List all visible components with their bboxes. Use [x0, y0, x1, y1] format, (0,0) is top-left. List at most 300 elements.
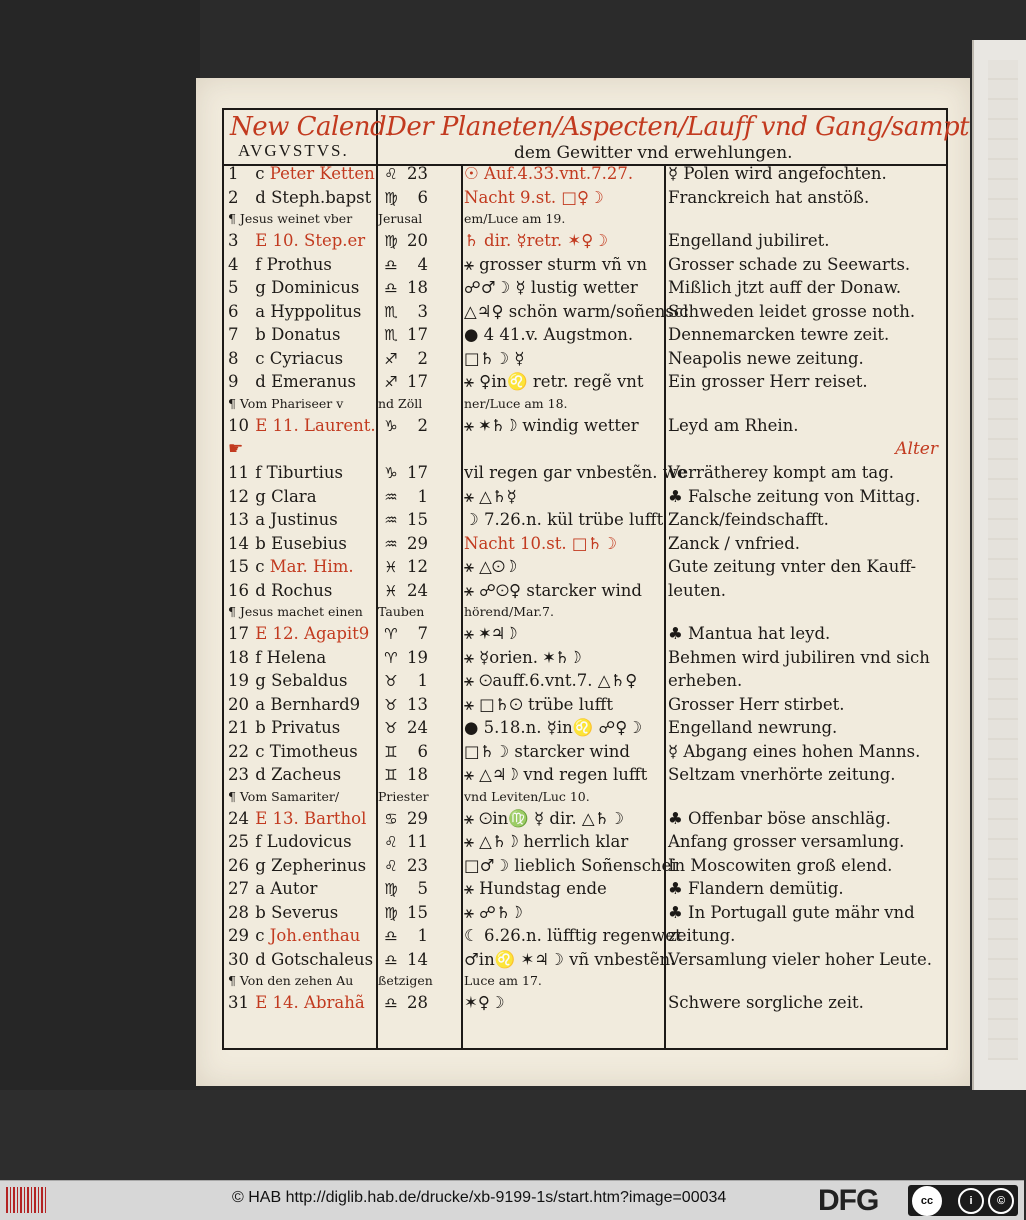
day-cell [228, 302, 372, 321]
prognosis-text: In Moscowiten groß elend. [668, 855, 893, 875]
title-right: Der Planeten/Aspecten/Lauff vnd Gang/sampt [386, 112, 970, 142]
aspect-text: ⚹ Hundstag ende [464, 879, 607, 898]
prognosis-text: Neapolis newe zeitung. [668, 348, 864, 368]
aspect-text: ⚹ ♀in♌ retr. regẽ vnt [464, 372, 644, 391]
aspect-text: ♂in♌ ✶♃☽ vñ vnbestẽn. [464, 949, 676, 969]
aspect-cell [464, 188, 660, 207]
aspect-text: □♄☽ starcker wind [464, 741, 630, 761]
day-row [222, 487, 944, 511]
aspect-cell [464, 903, 660, 923]
saint-name: Gotschaleus [271, 949, 374, 969]
degree-value: 3 [417, 301, 428, 321]
dominical-letter: g [255, 671, 266, 690]
prognosis-text: Gute zeitung vnter den Kauff- [668, 557, 917, 576]
prognosis-cell [668, 487, 942, 506]
day-number: 21 [228, 718, 249, 737]
degree-value: 14 [407, 949, 428, 969]
zodiac-cell [378, 993, 458, 1012]
zodiac-sign-icon: ♒ [384, 487, 398, 506]
day-row [222, 695, 944, 719]
degree-value: 20 [407, 231, 428, 250]
cc-license-badge[interactable] [908, 1185, 1018, 1216]
prognosis-text: Verrätherey kompt am tag. [668, 463, 895, 482]
zodiac-cell [378, 950, 458, 969]
saint-name: Cyriacus [269, 348, 344, 368]
dominical-letter: f [255, 647, 262, 667]
prognosis-text: Dennemarcken tewre zeit. [668, 325, 890, 344]
day-cell [228, 255, 372, 274]
prognosis-text: Anfang grosser versamlung. [668, 832, 905, 851]
aspect-text: ✶♀☽ [464, 993, 505, 1012]
day-row [222, 325, 944, 349]
zodiac-cell [378, 487, 458, 506]
day-number: 23 [228, 765, 249, 784]
saint-name: E 11. Laurent. [255, 415, 376, 435]
aspect-cell [464, 231, 660, 250]
degree-value: 7 [417, 624, 428, 643]
day-row [222, 349, 944, 373]
zodiac-cell [378, 695, 458, 714]
saint-name: Hyppolitus [270, 301, 362, 321]
dominical-letter: d [255, 765, 266, 784]
day-number: 18 [228, 647, 249, 667]
degree-value: 12 [407, 557, 428, 576]
degree-value: 29 [407, 808, 428, 828]
day-cell [228, 742, 372, 761]
note-text-2: Jerusal [378, 211, 423, 226]
day-cell [228, 648, 372, 667]
saint-name: Justinus [270, 510, 338, 529]
zodiac-sign-icon: ♐ [384, 373, 398, 391]
aspect-cell [464, 510, 664, 529]
prognosis-text: Schwere sorgliche zeit. [668, 993, 864, 1012]
prognosis-text: leuten. [668, 580, 726, 600]
zodiac-cell [378, 809, 458, 828]
note-text-2: Priester [378, 788, 429, 804]
zodiac-cell [378, 188, 458, 207]
dominical-letter: f [255, 463, 262, 482]
note-text-1: ¶ Von den zehen Au [228, 973, 354, 988]
day-number: 20 [228, 694, 249, 714]
prognosis-cell [668, 809, 942, 828]
gospel-note-row [222, 604, 944, 624]
day-number: 11 [228, 463, 249, 482]
day-number: 28 [228, 902, 249, 922]
prognosis-cell [668, 302, 942, 321]
day-row [222, 926, 944, 950]
zodiac-sign-icon: ♍ [384, 903, 398, 922]
prognosis-text: erheben. [668, 671, 743, 690]
aspect-text: ⚹ △♃☽ vnd regen lufft [464, 765, 648, 784]
copyright-link[interactable]: © HAB http://diglib.hab.de/drucke/xb-9199-1s/start.htm?image=00034 [232, 1189, 727, 1206]
zodiac-cell [378, 903, 458, 922]
day-cell [228, 809, 372, 828]
day-number: 24 [228, 808, 249, 828]
alter-row [222, 439, 944, 463]
aspect-cell [464, 164, 660, 183]
zodiac-sign-icon: ♉ [384, 695, 398, 714]
day-number: 27 [228, 879, 249, 898]
zodiac-sign-icon: ♓ [384, 558, 398, 576]
saint-name: Dominicus [271, 278, 360, 297]
weather-mark-icon: ♣ [668, 879, 683, 898]
aspect-text: vil regen gar vnbestẽn. we [464, 463, 687, 482]
weather-mark-icon: ♣ [668, 902, 683, 922]
prognosis-text: Offenbar böse anschläg. [688, 808, 891, 828]
aspect-text: ⚹ ☍☉♀ starcker wind [464, 580, 642, 600]
degree-value: 11 [407, 832, 428, 851]
day-cell [228, 718, 372, 737]
prognosis-cell [668, 624, 942, 643]
aspect-cell [464, 926, 682, 945]
zodiac-cell [378, 671, 458, 690]
saint-name: Helena [266, 647, 327, 667]
prognosis-cell [668, 534, 942, 553]
saint-name: Tiburtius [266, 463, 343, 482]
by-icon: i [958, 1188, 984, 1214]
dominical-letter: d [255, 372, 266, 391]
day-number: 8 [228, 348, 239, 368]
dominical-letter: a [255, 301, 266, 321]
day-cell [228, 765, 372, 784]
degree-value: 24 [407, 718, 428, 737]
day-row [222, 302, 944, 326]
note-text-1: ¶ Jesus machet einen [228, 604, 363, 619]
day-cell [228, 903, 372, 922]
day-cell [228, 993, 372, 1012]
day-cell [228, 188, 372, 207]
prognosis-cell [668, 718, 942, 737]
zodiac-sign-icon: ♈ [384, 625, 398, 643]
degree-value: 6 [417, 741, 428, 761]
alter-label: Alter [895, 439, 938, 459]
prognosis-cell [668, 903, 942, 922]
scan-background-left [0, 0, 200, 1180]
aspect-cell [464, 416, 660, 436]
day-cell [228, 349, 372, 368]
degree-value: 19 [407, 647, 428, 667]
day-number: 6 [228, 301, 239, 321]
note-text-3: Luce am 17. [464, 973, 542, 988]
calendar-page [196, 78, 970, 1086]
degree-value: 4 [417, 254, 428, 274]
day-number: 5 [228, 278, 239, 297]
day-number: 16 [228, 580, 249, 600]
weather-mark-icon: ♣ [668, 486, 683, 506]
zodiac-sign-icon: ♊ [384, 742, 398, 761]
prognosis-text: Abgang eines hohen Manns. [683, 741, 921, 761]
day-cell [228, 415, 376, 435]
day-row [222, 993, 944, 1017]
aspect-text: □♄☽ ☿ [464, 348, 525, 368]
dominical-letter: b [255, 902, 266, 922]
aspect-text: ⚹ □♄☉ trübe lufft [464, 694, 613, 714]
prognosis-cell [668, 648, 942, 667]
dominical-letter: c [255, 926, 265, 945]
aspect-text: ● 4 41.v. Augstmon. [464, 325, 634, 344]
dominical-letter: b [255, 533, 266, 553]
aspect-cell [464, 349, 660, 368]
degree-value: 2 [417, 415, 428, 435]
note-text-3: hörend/Mar.7. [464, 604, 554, 619]
day-number: 15 [228, 557, 249, 576]
aspect-text: ☉ Auf.4.33.vnt.7.27. [464, 164, 634, 183]
day-cell [228, 856, 372, 875]
dominical-letter: b [255, 325, 266, 344]
day-number: 4 [228, 254, 239, 274]
zodiac-cell [378, 510, 458, 529]
aspect-cell [464, 832, 660, 852]
day-row [222, 648, 944, 672]
aspect-cell [464, 624, 660, 644]
day-row [222, 534, 944, 558]
gospel-note-row [222, 396, 944, 416]
day-row [222, 624, 944, 648]
zodiac-cell [378, 879, 458, 898]
prognosis-text: Grosser Herr stirbet. [668, 694, 845, 714]
day-number: 22 [228, 741, 249, 761]
aspect-cell [464, 463, 687, 482]
zodiac-sign-icon: ♍ [384, 232, 398, 250]
footer-bar [0, 1180, 1024, 1220]
day-cell [228, 557, 372, 576]
prognosis-text: Seltzam vnerhörte zeitung. [668, 765, 896, 784]
day-cell [228, 695, 372, 714]
saint-name: Clara [271, 486, 317, 506]
saint-name: E 13. Barthol [255, 808, 367, 828]
zodiac-cell [378, 926, 458, 945]
saint-name: Mar. Him. [269, 557, 354, 576]
degree-value: 23 [407, 164, 428, 183]
note-text-3: vnd Leviten/Luc 10. [464, 788, 590, 804]
note-text-3: em/Luce am 19. [464, 211, 566, 226]
saint-name: Emeranus [271, 372, 356, 391]
zodiac-cell [378, 255, 458, 274]
weather-mark-icon: ♣ [668, 808, 683, 828]
aspect-text: ⚹ grosser sturm vñ vn [464, 254, 648, 274]
day-number: 1 [228, 164, 239, 183]
degree-value: 15 [407, 510, 428, 529]
day-row [222, 188, 944, 212]
aspect-cell [464, 325, 660, 344]
day-cell [228, 164, 375, 183]
aspect-text: ⚹ ☉auff.6.vnt.7. △♄♀ [464, 671, 638, 690]
dominical-letter: a [255, 879, 266, 898]
zodiac-cell [378, 648, 458, 667]
zodiac-cell [378, 416, 458, 435]
aspect-cell [464, 557, 660, 577]
saint-name: E 12. Agapit9 [255, 624, 370, 643]
zodiac-sign-icon: ♈ [384, 648, 398, 667]
prognosis-text: Grosser schade zu Seewarts. [668, 254, 911, 274]
aspect-text: △♃♀ schön warm/soñenscl [464, 301, 689, 321]
zodiac-cell [378, 534, 458, 553]
zodiac-sign-icon: ♒ [384, 534, 398, 553]
zodiac-sign-icon: ♎ [384, 950, 398, 969]
zodiac-sign-icon: ♏ [384, 302, 398, 321]
saint-name: Sebaldus [271, 671, 348, 690]
zodiac-cell [378, 718, 458, 737]
day-cell [228, 231, 372, 250]
aspect-cell [464, 278, 660, 297]
aspect-text: ☾ 6.26.n. lüfftig regenwet [464, 926, 682, 945]
zodiac-cell [378, 557, 458, 576]
day-row [222, 581, 944, 605]
gospel-note-row [222, 211, 944, 231]
zodiac-sign-icon: ♏ [384, 326, 398, 344]
dominical-letter: c [255, 557, 265, 576]
zodiac-cell [378, 372, 458, 391]
saint-name: Zacheus [271, 765, 342, 784]
day-number: 25 [228, 832, 249, 851]
zodiac-cell [378, 624, 458, 643]
zodiac-sign-icon: ♋ [384, 809, 398, 828]
aspect-text: □♂☽ lieblich Soñenschei [464, 855, 677, 875]
aspect-cell [464, 742, 660, 761]
prognosis-text: Versamlung vieler hoher Leute. [668, 949, 932, 969]
prognosis-text: Schweden leidet grosse noth. [668, 301, 916, 321]
cc-icon: cc [912, 1186, 942, 1216]
day-row [222, 278, 944, 302]
aspect-text: ☽ 7.26.n. kül trübe lufft [464, 510, 664, 529]
dominical-letter: f [255, 254, 262, 274]
zodiac-sign-icon: ♎ [384, 279, 398, 297]
saint-name: Eusebius [271, 533, 347, 553]
degree-value: 24 [407, 580, 428, 600]
prognosis-cell [668, 372, 942, 391]
degree-value: 5 [417, 879, 428, 898]
prognosis-cell [668, 993, 942, 1012]
saint-name: Ludovicus [266, 832, 352, 851]
saint-name: E 10. Step.er [255, 231, 366, 250]
note-text-2: nd Zöll [378, 395, 423, 411]
zodiac-cell [378, 349, 458, 368]
prognosis-cell [668, 416, 942, 435]
prognosis-cell [668, 671, 942, 690]
day-row [222, 372, 944, 396]
degree-value: 1 [417, 671, 428, 690]
day-row [222, 510, 944, 534]
aspect-text: Nacht 9.st. □♀☽ [464, 187, 604, 207]
note-text-2: Tauben [378, 604, 425, 619]
prognosis-text: Engelland jubiliret. [668, 231, 830, 250]
prognosis-cell [668, 510, 942, 529]
prognosis-cell [668, 856, 942, 875]
aspect-cell [464, 301, 689, 321]
day-cell [228, 950, 372, 969]
note-text-2: ßetzigen [378, 973, 433, 988]
aspect-text: ● 5.18.n. ☿in♌ ☍♀☽ [464, 718, 643, 737]
degree-value: 23 [407, 855, 428, 875]
zodiac-cell [378, 325, 458, 344]
dfg-logo: DFG [818, 1184, 879, 1217]
day-cell [228, 463, 372, 482]
prognosis-text: Ein grosser Herr reiset. [668, 372, 868, 391]
dominical-letter: g [255, 486, 266, 506]
dominical-letter: b [255, 718, 266, 737]
day-row [222, 879, 944, 903]
zodiac-sign-icon: ♌ [384, 165, 398, 183]
aspect-text: ⚹ ☍♄☽ [464, 902, 523, 922]
prognosis-text: Mißlich jtzt auff der Donaw. [668, 278, 902, 297]
prognosis-cell [668, 581, 942, 600]
prognosis-cell [668, 188, 942, 207]
saint-name: Prothus [266, 254, 332, 274]
day-number: 31 [228, 993, 249, 1012]
prognosis-cell [668, 463, 942, 482]
weather-mark-icon: ♣ [668, 624, 683, 643]
dominical-letter: g [255, 855, 266, 875]
pointing-hand-icon: ☛ [228, 439, 244, 459]
saint-name: Bernhard9 [270, 694, 361, 714]
prognosis-text: zeitung. [668, 926, 736, 945]
dominical-letter: c [255, 741, 265, 761]
aspect-cell [464, 534, 660, 553]
degree-value: 18 [407, 278, 428, 297]
zodiac-cell [378, 463, 458, 482]
day-cell [228, 325, 372, 344]
day-number: 7 [228, 325, 239, 344]
day-number: 10 [228, 415, 249, 435]
prognosis-text: Mantua hat leyd. [688, 624, 831, 643]
dominical-letter: d [255, 580, 266, 600]
aspect-cell [464, 879, 660, 899]
zodiac-sign-icon: ♍ [384, 880, 398, 898]
zodiac-cell [378, 278, 458, 297]
saint-name: Joh.enthau [269, 926, 361, 945]
day-cell [228, 624, 372, 643]
aspect-cell [464, 765, 660, 785]
saint-name: Timotheus [269, 741, 358, 761]
prognosis-cell [668, 832, 942, 851]
prognosis-cell [668, 557, 942, 576]
saint-name: E 14. Abrahã [255, 993, 365, 1012]
aspect-cell [464, 671, 660, 691]
zodiac-sign-icon: ♎ [384, 927, 398, 945]
dominical-letter: g [255, 278, 266, 297]
saint-name: Steph.bapst [271, 187, 372, 207]
zodiac-sign-icon: ♌ [384, 833, 398, 851]
prognosis-cell [668, 695, 942, 714]
day-number: 29 [228, 926, 249, 945]
aspect-cell [464, 695, 660, 715]
day-number: 9 [228, 372, 239, 391]
day-row [222, 856, 944, 880]
aspect-text: ⚹ ☉in♍ ☿ dir. △♄☽ [464, 808, 625, 828]
subtitle-right: dem Gewitter vnd erwehlungen. [514, 143, 793, 163]
saint-name: Zepherinus [271, 855, 367, 875]
day-row [222, 832, 944, 856]
degree-value: 1 [417, 486, 428, 506]
day-row [222, 255, 944, 279]
day-number: 17 [228, 624, 249, 643]
aspect-cell [464, 855, 677, 875]
aspect-cell [464, 487, 660, 507]
zodiac-sign-icon: ♌ [384, 856, 398, 875]
zodiac-sign-icon: ♉ [384, 672, 398, 690]
aspect-text: ⚹ ✶♃☽ [464, 624, 517, 643]
day-number: 13 [228, 510, 249, 529]
day-number: 3 [228, 231, 239, 250]
prognosis-cell [668, 950, 942, 969]
day-cell [228, 278, 372, 297]
saint-name: Rochus [271, 580, 333, 600]
prognosis-cell [668, 164, 942, 183]
prognosis-text: Polen wird angefochten. [683, 164, 887, 183]
weather-mark-icon: ☿ [668, 741, 679, 761]
degree-value: 15 [407, 902, 428, 922]
title-left: New Calend. [230, 112, 394, 142]
